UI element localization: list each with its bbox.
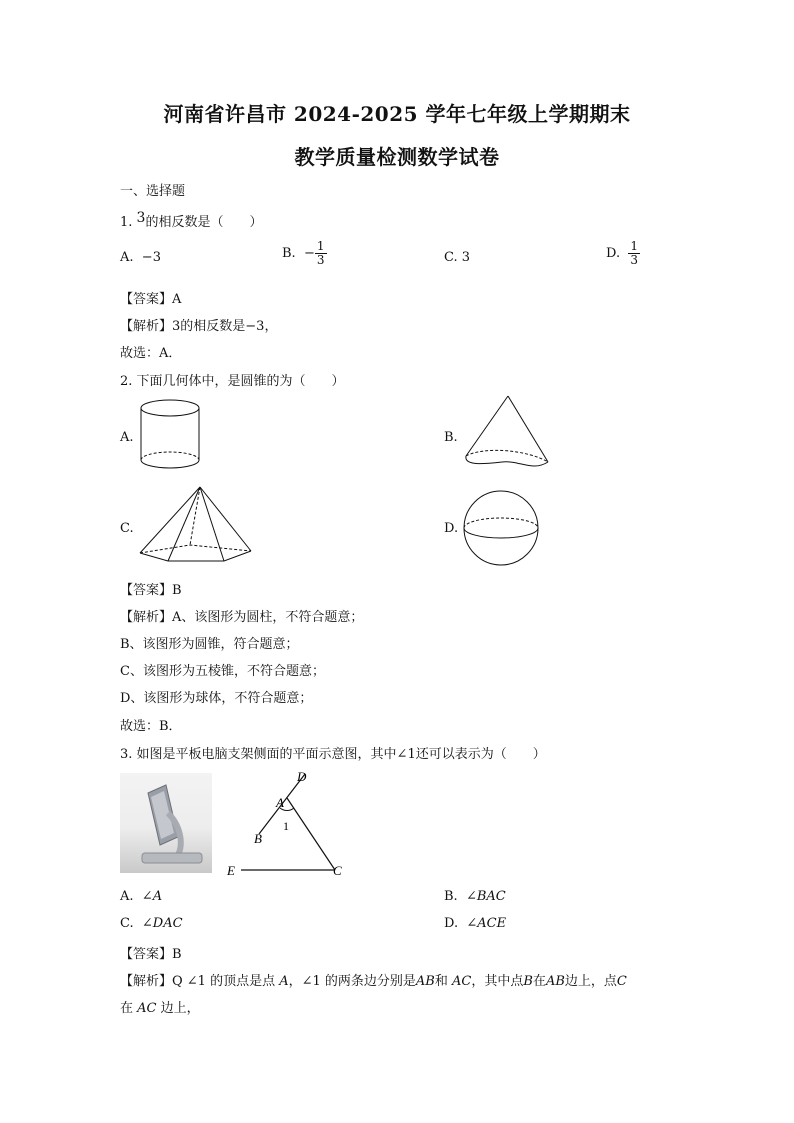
fraction: $\frac{1}{3}$ bbox=[316, 239, 325, 267]
fraction: $\frac{1}{3}$ bbox=[630, 239, 638, 267]
q3-analysis-line-1: 【解析】Q ∠1 的顶点是点 A，∠1 的两条边分别是AB和 AC，其中点B在AB边上，点C bbox=[120, 974, 627, 989]
q2-label-b: B. bbox=[444, 430, 458, 445]
cone-figure bbox=[462, 394, 552, 474]
q3-analysis-line-2: 在 AC 边上， bbox=[120, 1001, 200, 1016]
tablet-stand-photo bbox=[120, 773, 212, 873]
angle-diagram bbox=[225, 768, 355, 878]
section-heading: 一、选择题 bbox=[120, 184, 186, 199]
q2-label-a: A. bbox=[120, 430, 134, 445]
label-c: C bbox=[333, 863, 342, 878]
q2-label-d: D. bbox=[444, 521, 459, 536]
q2-analysis-line-3: C、该图形为五棱锥，不符合题意； bbox=[120, 664, 325, 679]
q2-analysis-line-1: 【解析】A、该图形为圆柱，不符合题意； bbox=[120, 610, 364, 625]
question-1-stem bbox=[120, 211, 262, 230]
q2-answer: 【答案】B bbox=[120, 583, 182, 598]
q3-answer: 【答案】B bbox=[120, 947, 182, 962]
q1-text: 的相反数是（ ） bbox=[145, 215, 263, 230]
label-angle-1: 1 bbox=[283, 819, 289, 833]
q1-option-d: D. $\frac{1}{3}$ bbox=[606, 239, 638, 267]
q3-option-c: C. ∠DAC bbox=[120, 916, 183, 931]
q2-analysis-line-4: D、该图形为球体，不符合题意； bbox=[120, 691, 313, 706]
q2-analysis-line-2: B、该图形为圆锥，符合题意； bbox=[120, 637, 299, 652]
q1-analysis: 【解析】3的相反数是−3， bbox=[120, 319, 278, 334]
label-a: A bbox=[276, 795, 284, 810]
q1-option-c: C. 3 bbox=[444, 250, 471, 265]
q2-label-c: C. bbox=[120, 521, 134, 536]
q1-value: 3 bbox=[136, 210, 146, 226]
cylinder-figure bbox=[138, 398, 208, 478]
q3-option-b: B. ∠BAC bbox=[444, 889, 506, 904]
q1-option-a: A. −3 bbox=[120, 250, 161, 265]
page-title: 河南省许昌市 2024-2025 学年七年级上学期期末 bbox=[163, 102, 631, 126]
q2-choice: 故选：B． bbox=[120, 719, 182, 734]
sphere-figure bbox=[462, 490, 542, 570]
q1-option-b: B. − $\frac{1}{3}$ bbox=[282, 239, 325, 267]
q3-option-d: D. ∠ACE bbox=[444, 916, 507, 931]
question-3-stem: 3. 如图是平板电脑支架侧面的平面示意图，其中∠1还可以表示为（ ） bbox=[120, 747, 546, 762]
pentagonal-pyramid-figure bbox=[138, 485, 258, 565]
q3-option-a: A. ∠A bbox=[120, 889, 163, 904]
q1-answer: 【答案】A bbox=[120, 292, 182, 307]
question-2-stem: 2. 下面几何体中，是圆锥的为（ ） bbox=[120, 374, 345, 389]
label-e: E bbox=[227, 863, 235, 878]
label-d: D bbox=[297, 769, 307, 784]
page-subtitle: 教学质量检测数学试卷 bbox=[294, 145, 500, 169]
q1-choice: 故选：A． bbox=[120, 346, 182, 361]
q1-number: 1. bbox=[120, 215, 133, 230]
label-b: B bbox=[254, 831, 262, 846]
